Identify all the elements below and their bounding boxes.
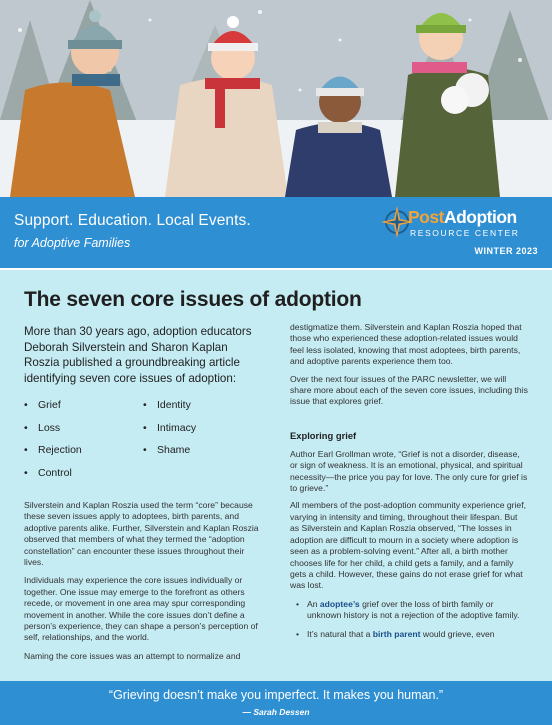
core-issue-item: • Control [24,462,143,485]
footer-quote-author: — Sarah Dessen [242,707,310,717]
core-issue-item: • Rejection [24,439,143,462]
hero-photo [0,0,552,197]
header-banner [0,197,552,268]
section-subhead: Exploring grief [290,429,357,441]
body-paragraph: Individuals may experience the core issues individually or together. One issue may emerge to the forefront as others recede, or movement in one area may spur corresponding movement in another. While the core issues don’t define a person’s experience, they can shape a person’s perception of self, relationships, and the world. [24,575,258,643]
body-paragraph: Over the next four issues of the PARC newsletter, we will share more about each of the seven core issues, including this issue that explores grief. [290,373,528,407]
body-paragraph: Author Earl Grollman wrote, “Grief is not a disorder, disease, or sign of weakness. It is an emotional, physical, and spiritual necessity—the price you pay for love. The only cure for grief is to grieve.” [290,448,528,494]
article-right-column [290,322,528,647]
parc-logo [380,205,545,261]
core-issue-item: • Shame [143,439,262,462]
logo-name: PostAdoption [408,207,517,227]
banner-tagline: Support. Education. Local Events. [14,212,251,229]
body-paragraph: All members of the post-adoption community experience grief, varying in intensity and timing, throughout their lifespan. But as Silverstein and Kaplan Roszia observed, “The losses in adoption are difficult to mourn in a society where adoption is seen as a problem-solving event.” After all, a birth mother chooses life for her child, a child gets a family, and a family gets a child. However, these gains do not erase grief for what was lost. [290,500,526,591]
core-issue-item: • Loss [24,417,143,440]
core-issue-item: • Identity [143,394,262,417]
footer-quote: “Grieving doesn’t make you imperfect. It makes you human.” [108,688,444,702]
grief-bullet-item: • It’s natural that a birth parent would grieve, even [296,629,528,640]
core-issues-list [24,394,262,484]
quote-footer [0,681,552,725]
article-title: The seven core issues of adoption [24,288,362,311]
body-paragraph: Silverstein and Kaplan Roszia used the term “core” because these seven issues apply to adoptees, birth parents, and adoptive parents alike. Further, Silverstein and Kaplan Roszia observed that members of what they termed the “adoption constellation” can encounter these issues throughout their lives. [24,500,259,568]
article-section [0,268,552,681]
grief-bullet-item: • An adoptee’s grief over the loss of birth family or unknown history is not a rejection of the adoptive family. [296,599,528,622]
logo-resource-center: RESOURCE CENTER [410,228,520,238]
body-paragraph: destigmatize them. Silverstein and Kaplan Roszia hoped that those who experienced these adoption-related issues would feel less isolated, knowing that most adoptees, birth parents, and adoptive parents experience them too. [290,322,522,367]
banner-subtitle: for Adoptive Families [14,236,131,250]
children-in-snow-illustration [0,0,552,197]
core-issue-item: • Intimacy [143,417,262,440]
core-issue-item: • Grief [24,394,143,417]
grief-bullet-list [296,599,528,640]
core-issues-column-2 [143,394,262,484]
issue-label: WINTER 2023 [474,246,538,256]
article-intro: More than 30 years ago, adoption educators Deborah Silverstein and Sharon Kaplan Roszia published a groundbreaking article identifying seven core issues of adoption: [24,325,252,385]
body-paragraph: Naming the core issues was an attempt to normalize and [24,650,241,661]
core-issues-column-1 [24,394,143,484]
article-left-column [24,324,262,662]
